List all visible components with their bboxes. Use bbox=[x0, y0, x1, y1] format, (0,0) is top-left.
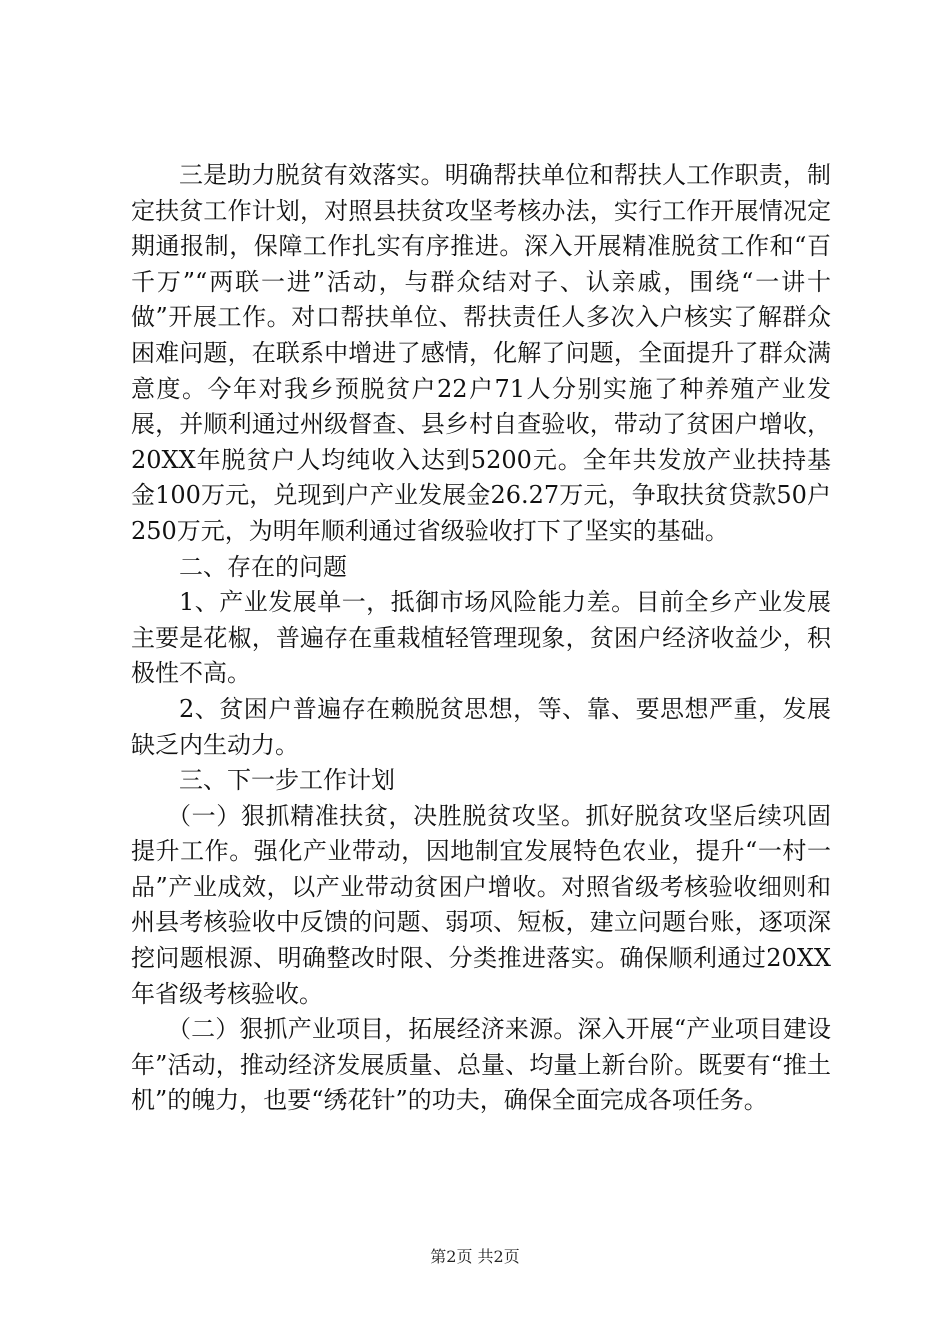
paragraph-poverty-alleviation: 三是助力脱贫有效落实。明确帮扶单位和帮扶人工作职责，制定扶贫工作计划，对照县扶贫攻坚考核办法，实行工作开展情况定期通报制，保障工作扎实有序推进。深入开展精准脱贫工作和“百千万”“两联一进”活动，与群众结对子、认亲戚，围绕“一讲十做”开展工作。对口帮扶单位、帮扶责任人多次入户核实了解群众困难问题，在联系中增进了感情，化解了问题，全面提升了群众满意度。今年对我乡预脱贫户22户71人分别实施了种养殖产业发展，并顺利通过州级督查、县乡村自查验收，带动了贫困户增收，20XX年脱贫户人均纯收入达到5200元。全年共发放产业扶持基金100万元，兑现到户产业发展金26.27万元，争取扶贫贷款50户250万元，为明年顺利通过省级验收打下了坚实的基础。 bbox=[131, 161, 831, 545]
page-footer: 第2页 共2页 bbox=[430, 1247, 520, 1266]
paragraph-problem-2: 2、贫困户普遍存在赖脱贫思想，等、靠、要思想严重，发展缺乏内生动力。 bbox=[131, 694, 831, 759]
paragraph-problem-1: 1、产业发展单一，抵御市场风险能力差。目前全乡产业发展主要是花椒，普遍存在重栽植轻管理现象，贫困户经济收益少，积极性不高。 bbox=[131, 588, 831, 688]
document-body bbox=[131, 158, 831, 1119]
section-heading-next-steps: 三、下一步工作计划 bbox=[179, 766, 395, 795]
paragraph-plan-1: （一）狠抓精准扶贫，决胜脱贫攻坚。抓好脱贫攻坚后续巩固提升工作。强化产业带动，因地制宜发展特色农业，提升“一村一品”产业成效，以产业带动贫困户增收。对照省级考核验收细则和州县考核验收中反馈的问题、弱项、短板，建立问题台账，逐项深挖问题根源、明确整改时限、分类推进落实。确保顺利通过20XX年省级考核验收。 bbox=[131, 801, 831, 1008]
section-heading-problems: 二、存在的问题 bbox=[179, 552, 347, 581]
paragraph-plan-2: （二）狠抓产业项目，拓展经济来源。深入开展“产业项目建设年”活动，推动经济发展质量、总量、均量上新台阶。既要有“推土机”的魄力，也要“绣花针”的功夫，确保全面完成各项任务。 bbox=[131, 1015, 831, 1115]
